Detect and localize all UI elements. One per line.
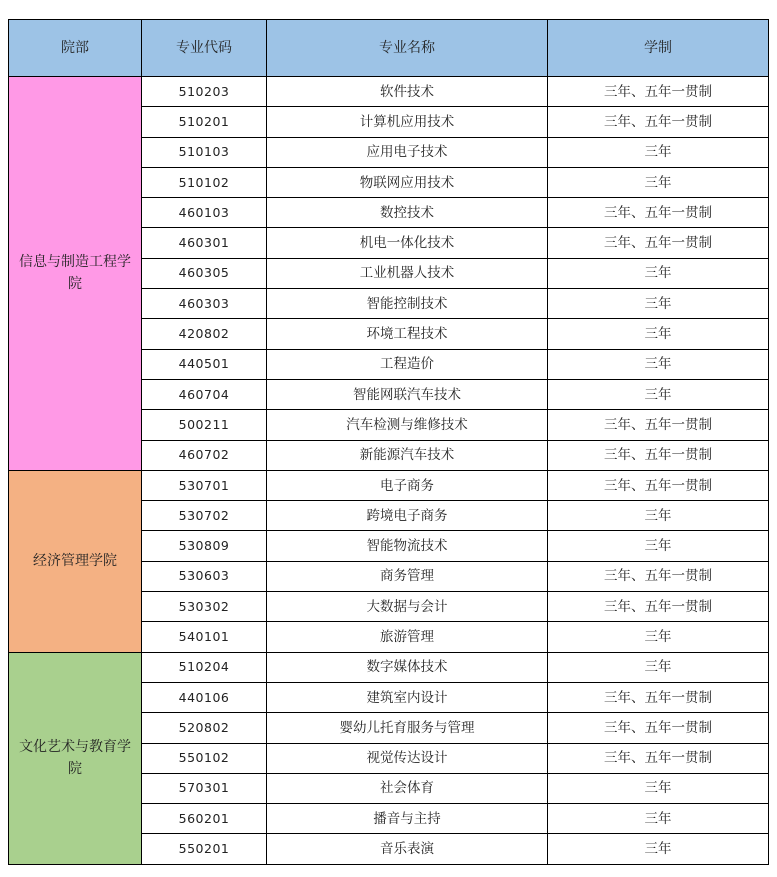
code-cell: 510201 xyxy=(142,107,267,137)
majors-table xyxy=(8,19,769,865)
code-cell: 460103 xyxy=(142,198,267,228)
name-cell: 机电一体化技术 xyxy=(267,228,548,258)
code-cell: 460702 xyxy=(142,440,267,470)
code-cell: 530809 xyxy=(142,531,267,561)
name-cell: 汽车检测与维修技术 xyxy=(267,410,548,440)
name-cell: 软件技术 xyxy=(267,77,548,107)
duration-cell: 三年、五年一贯制 xyxy=(548,107,769,137)
duration-cell: 三年、五年一贯制 xyxy=(548,440,769,470)
name-cell: 商务管理 xyxy=(267,561,548,591)
header-code: 专业代码 xyxy=(142,20,267,77)
code-cell: 510103 xyxy=(142,137,267,167)
duration-cell: 三年 xyxy=(548,167,769,197)
code-cell: 460305 xyxy=(142,258,267,288)
name-cell: 智能物流技术 xyxy=(267,531,548,561)
code-cell: 530302 xyxy=(142,592,267,622)
name-cell: 物联网应用技术 xyxy=(267,167,548,197)
name-cell: 大数据与会计 xyxy=(267,592,548,622)
duration-cell: 三年 xyxy=(548,501,769,531)
name-cell: 工业机器人技术 xyxy=(267,258,548,288)
table-row xyxy=(9,652,769,682)
header-row xyxy=(9,20,769,77)
code-cell: 570301 xyxy=(142,773,267,803)
duration-cell: 三年 xyxy=(548,773,769,803)
header-department: 院部 xyxy=(9,20,142,77)
duration-cell: 三年 xyxy=(548,622,769,652)
code-cell: 550201 xyxy=(142,834,267,864)
code-cell: 460301 xyxy=(142,228,267,258)
code-cell: 510204 xyxy=(142,652,267,682)
duration-cell: 三年 xyxy=(548,289,769,319)
duration-cell: 三年 xyxy=(548,531,769,561)
duration-cell: 三年、五年一贯制 xyxy=(548,561,769,591)
header-name: 专业名称 xyxy=(267,20,548,77)
code-cell: 540101 xyxy=(142,622,267,652)
code-cell: 500211 xyxy=(142,410,267,440)
name-cell: 环境工程技术 xyxy=(267,319,548,349)
name-cell: 数字媒体技术 xyxy=(267,652,548,682)
duration-cell: 三年 xyxy=(548,137,769,167)
name-cell: 数控技术 xyxy=(267,198,548,228)
duration-cell: 三年、五年一贯制 xyxy=(548,592,769,622)
name-cell: 视觉传达设计 xyxy=(267,743,548,773)
name-cell: 计算机应用技术 xyxy=(267,107,548,137)
name-cell: 跨境电子商务 xyxy=(267,501,548,531)
code-cell: 550102 xyxy=(142,743,267,773)
duration-cell: 三年、五年一贯制 xyxy=(548,470,769,500)
code-cell: 460704 xyxy=(142,379,267,409)
code-cell: 510102 xyxy=(142,167,267,197)
code-cell: 530702 xyxy=(142,501,267,531)
name-cell: 电子商务 xyxy=(267,470,548,500)
code-cell: 440106 xyxy=(142,682,267,712)
name-cell: 婴幼儿托育服务与管理 xyxy=(267,713,548,743)
name-cell: 工程造价 xyxy=(267,349,548,379)
department-cell: 经济管理学院 xyxy=(9,470,142,652)
duration-cell: 三年 xyxy=(548,804,769,834)
department-cell: 文化艺术与教育学院 xyxy=(9,652,142,864)
duration-cell: 三年、五年一贯制 xyxy=(548,410,769,440)
department-cell: 信息与制造工程学院 xyxy=(9,77,142,471)
name-cell: 智能控制技术 xyxy=(267,289,548,319)
name-cell: 音乐表演 xyxy=(267,834,548,864)
name-cell: 播音与主持 xyxy=(267,804,548,834)
duration-cell: 三年、五年一贯制 xyxy=(548,743,769,773)
duration-cell: 三年、五年一贯制 xyxy=(548,77,769,107)
duration-cell: 三年、五年一贯制 xyxy=(548,682,769,712)
duration-cell: 三年、五年一贯制 xyxy=(548,228,769,258)
duration-cell: 三年、五年一贯制 xyxy=(548,713,769,743)
duration-cell: 三年、五年一贯制 xyxy=(548,198,769,228)
duration-cell: 三年 xyxy=(548,379,769,409)
code-cell: 560201 xyxy=(142,804,267,834)
duration-cell: 三年 xyxy=(548,834,769,864)
duration-cell: 三年 xyxy=(548,652,769,682)
duration-cell: 三年 xyxy=(548,349,769,379)
table-row xyxy=(9,470,769,500)
name-cell: 旅游管理 xyxy=(267,622,548,652)
code-cell: 520802 xyxy=(142,713,267,743)
duration-cell: 三年 xyxy=(548,258,769,288)
code-cell: 420802 xyxy=(142,319,267,349)
table-row xyxy=(9,77,769,107)
table-body xyxy=(9,77,769,865)
header-duration: 学制 xyxy=(548,20,769,77)
code-cell: 530603 xyxy=(142,561,267,591)
name-cell: 建筑室内设计 xyxy=(267,682,548,712)
duration-cell: 三年 xyxy=(548,319,769,349)
name-cell: 应用电子技术 xyxy=(267,137,548,167)
code-cell: 510203 xyxy=(142,77,267,107)
name-cell: 新能源汽车技术 xyxy=(267,440,548,470)
name-cell: 社会体育 xyxy=(267,773,548,803)
code-cell: 460303 xyxy=(142,289,267,319)
code-cell: 440501 xyxy=(142,349,267,379)
name-cell: 智能网联汽车技术 xyxy=(267,379,548,409)
code-cell: 530701 xyxy=(142,470,267,500)
